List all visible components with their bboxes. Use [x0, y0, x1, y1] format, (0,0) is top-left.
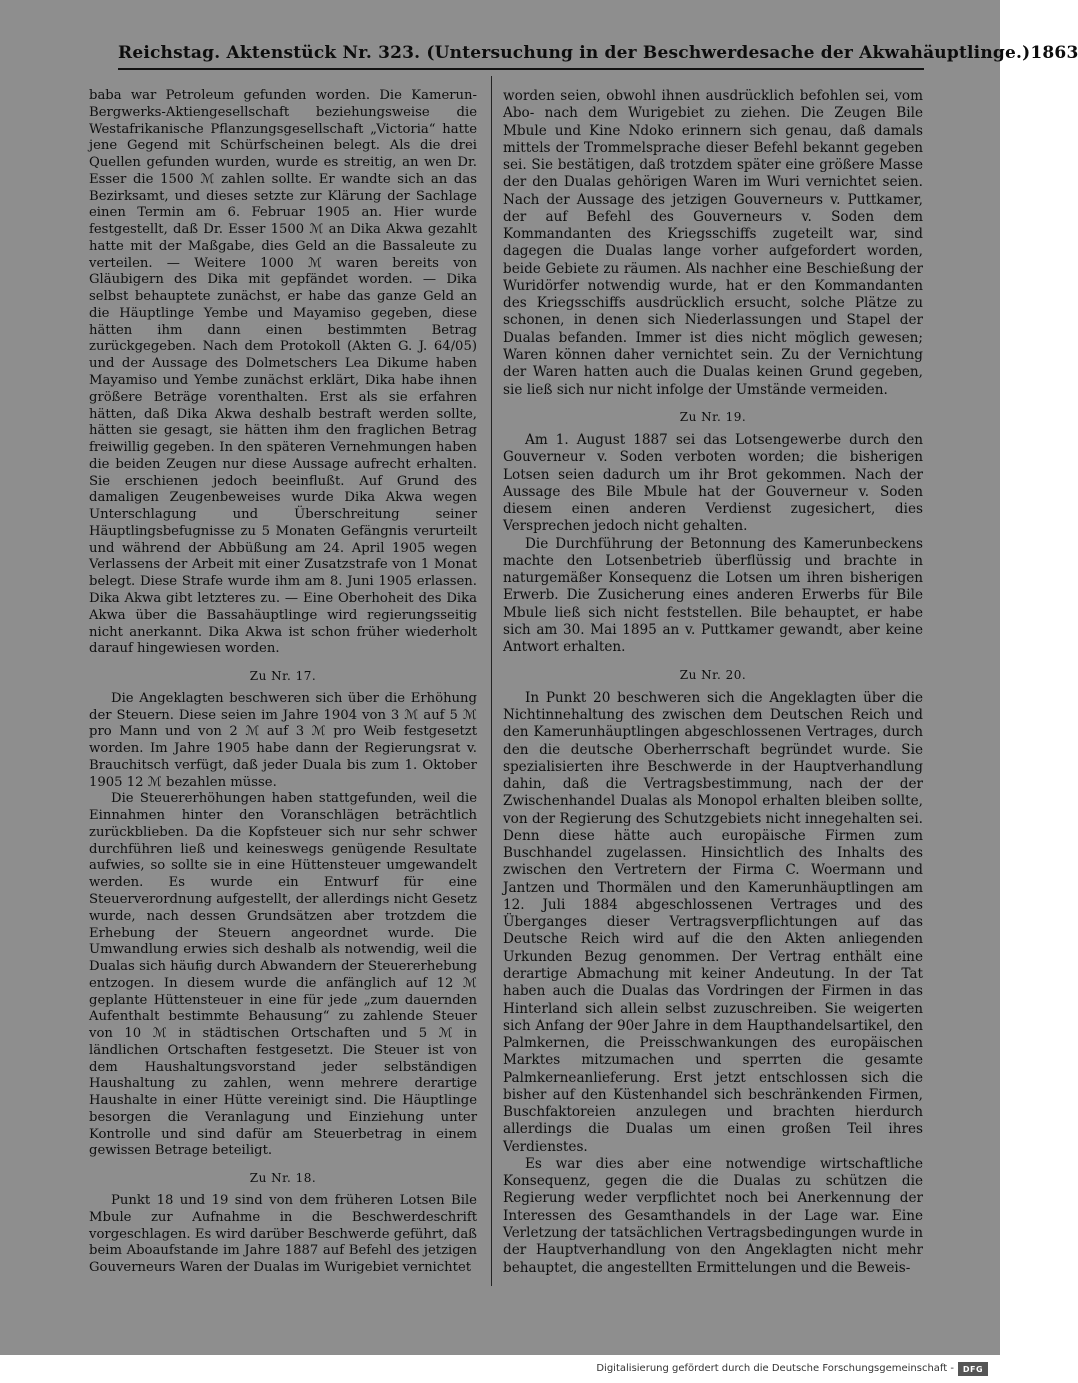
- paragraph: Die Durchführung der Betonnung des Kamerunbeckens machte den Lotsenbetrieb überflüssig und brachte in naturgemäßer Konsequenz die Lotsen um ihren bisherigen Erwerb. Die Zusicherung eines anderen Erwerbs für Bile Mbule ließ sich nicht feststellen. Bile behauptet, er habe sich am 30. Mai 1895 an v. Puttkamer gewandt, aber keine Antwort erhalten.: [503, 535, 923, 656]
- paragraph: baba war Petroleum gefunden worden. Die Kamerun-Bergwerks-Aktiengesellschaft beziehungsweise die Westafrikanische Pflanzungsgesellschaft „Victoria“ hatte jene Gegend mit Schürfscheinen belegt. Als die drei Quellen gefunden wurden, wurde es streitig, an wen Dr. Esser die 1500 ℳ zahlen sollte. Er wandte sich an das Bezirksamt, und dieses setzte zur Klärung der Sachlage einen Termin am 6. Februar 1905 an. Hier wurde festgestellt, daß Dr. Esser 1500 ℳ an Dika Akwa gezahlt hatte mit der Maßgabe, dies Geld an die Bassaleute zu verteilen. — Weitere 1000 ℳ waren bereits von Gläubigern des Dika mit gepfändet worden. — Dika selbst behauptete zunächst, er habe das ganze Geld an die Häuptlinge Yembe und Mayamiso gegeben, diese hätten ihm dann einen bestimmten Betrag zurückgegeben. Nach dem Protokoll (Akten G. J. 64/05) und der Aussage des Dolmetschers Lea Dikume haben Mayamiso und Yembe zunächst erklärt, Dika habe ihnen größere Beträge vorenthalten. Erst als sie erfahren hätten, daß Dika Akwa deshalb bestraft werden sollte, hätten sie gesagt, sie hätten ihm den fraglichen Betrag freiwillig gegeben. In den späteren Vernehmungen haben die beiden Zeugen nur diese Aussage aufrecht erhalten. Sie erschienen jedoch beeinflußt. Auf Grund des damaligen Zeugenbeweises wurde Dika Akwa wegen Unterschlagung und Überschreitung seiner Häuptlingsbefugnisse zu 5 Monaten Gefängnis verurteilt und während der Abbüßung am 24. April 1905 wegen Verlassens der Arbeit mit einer Zusatzstrafe von 1 Monat belegt. Diese Strafe wurde ihm am 8. Juni 1905 erlassen. Dika Akwa gibt letzteres zu. — Eine Oberhoheit des Dika Akwa über die Bassahäuptlinge wird regierungsseitig nicht anerkannt. Dika Akwa ist schon früher wiederholt darauf hingewiesen worden.: [89, 88, 477, 657]
- section-heading-18: Zu Nr. 18.: [249, 1171, 317, 1186]
- paragraph: In Punkt 20 beschweren sich die Angeklagten über die Nichtinnehaltung des zwischen dem Deutschen Reich und den Kamerunhäuptlingen abgeschlossenen Vertrages, durch den die deutsche Oberherrschaft begründet wurde. Sie spezialisierten ihre Beschwerde in der Hauptverhandlung dahin, daß die Vertragsbestimmung, nach der der Zwischenhandel Dualas als Monopol erhalten bleiben sollte, von der Regierung des Schutzgebiets nicht innegehalten sei. Denn diese hätte auch europäische Firmen zum Buschhandel zugelassen. Hinsichtlich des Inhalts des zwischen den Vertretern der Firma C. Woermann und Jantzen und Thormälen und den Kamerunhäuptlingen am 12. Juli 1884 abgeschlossenen Vertrages und des Überganges dieser Vertragsverpflichtungen auf das Deutsche Reich wird auf die den Akten anliegenden Urkunden Bezug genommen. Der Vertrag enthält eine derartige Abmachung mit keiner Andeutung. In der Tat haben auch die Dualas das Vordringen der Firmen in das Hinterland sich allein selbst zuzuschreiben. Sie weigerten sich Anfang der 90er Jahre in dem Haupthandelsartikel, den Palmkernen, die Preisschwankungen des europäischen Marktes mitzumachen und sperrten die gesamte Palmkerneanlieferung. Erst jetzt entschlossen sich die bisher auf den Küstenhandel sich beschränkenden Firmen, Buschfaktoreien anzulegen und brachten hierdurch allerdings die Dualas um einen großen Teil ihres Verdienstes.: [503, 689, 923, 1155]
- paragraph: Am 1. August 1887 sei das Lotsengewerbe durch den Gouverneur v. Soden verboten worden; die bisherigen Lotsen seien dadurch um ihr Brot gekommen. Nach der Aussage des Bile Mbule hat der Gouverneur v. Soden diesem einen anderen Verdienst zugesichert, dies Versprechen jedoch nicht gehalten.: [503, 432, 923, 535]
- footer: [0, 1355, 1000, 1383]
- dfg-logo-icon: DFG: [958, 1362, 988, 1376]
- paragraph: Die Angeklagten beschweren sich über die Erhöhung der Steuern. Diese seien im Jahre 1904 von 3 ℳ auf 5 ℳ pro Mann und von 2 ℳ auf 3 ℳ pro Weib festgesetzt worden. Im Jahre 1905 habe dann der Regierungsrat v. Brauchitsch verfügt, daß jeder Duala bis zum 1. Oktober 1905 12 ℳ bezahlen müsse.: [89, 690, 477, 790]
- section-heading-17: Zu Nr. 17.: [249, 669, 317, 684]
- funding-credit: Digitalisierung gefördert durch die Deutsche Forschungsgemeinschaft -: [596, 1363, 954, 1374]
- paragraph: Die Steuererhöhungen haben stattgefunden, weil die Einnahmen hinter den Voranschlägen beträchtlich zurückblieben. Da die Kopfsteuer sich nur sehr schwer durchführen ließ und keineswegs genügende Resultate aufwies, so sollte sie in eine Hüttensteuer umgewandelt werden. Es wurde ein Entwurf für eine Steuerverordnung aufgestellt, der allerdings nicht Gesetz wurde, nach dessen Grundsätzen aber trotzdem die Erhebung der Steuern angeordnet wurde. Die Umwandlung erwies sich deshalb als notwendig, weil die Dualas sich häufig durch Abwandern der Steuererhebung entzogen. In diesem wurde die anfänglich auf 12 ℳ geplante Hüttensteuer in eine für jede „zum dauernden Aufenthalt bestimmte Behausung“ zu zahlende Steuer von 10 ℳ in städtischen Ortschaften und 5 ℳ in ländlichen Ortschaften festgesetzt. Die Steuer ist von dem Haushaltungsvorstand jeder selbständigen Haushaltung zu zahlen, wenn mehrere derartige Haushalte in einer Hütte vereinigt sind. Die Häuptlinge besorgen die Veranlagung und Einziehung unter Kontrolle und sind dafür am Steuerbetrag in einem gewissen Betrage beteiligt.: [89, 791, 477, 1159]
- running-title: Reichstag. Aktenstück Nr. 323. (Untersuchung in der Beschwerdesache der Akwahäuptlinge.): [118, 43, 1031, 63]
- page-header: [118, 38, 1078, 70]
- right-column: [503, 88, 923, 1277]
- section-heading-20: Zu Nr. 20.: [679, 667, 747, 682]
- left-column: [89, 88, 477, 1277]
- page-number: 1863: [1030, 43, 1078, 63]
- paragraph: worden seien, obwohl ihnen ausdrücklich befohlen sei, vom Abo- nach dem Wurigebiet zu ziehen. Die Zeugen Bile Mbule und Kine Ndoko erinnern sich genau, daß damals mittels der Trommelsprache dieser Befehl bekannt gegeben sei. Sie bestätigen, daß trotzdem später eine größere Masse der den Dualas gehörigen Waren im Wuri vernichtet seien. Nach der Aussage des jetzigen Gouverneurs v. Puttkamer, der auf Befehl des Gouverneurs v. Soden dem Kommandanten des Kriegsschiffs zugeteilt war, sind dagegen die Dualas lange vorher aufgefordert worden, beide Gebiete zu räumen. Als nachher eine Beschießung der Wuridörfer notwendig wurde, hat er den Kommandanten des Kriegsschiffs ausdrücklich ersucht, solche Plätze zu schonen, in denen sich Niederlassungen und Stapel der Dualas befanden. Immer ist dies nicht möglich gewesen; Waren können daher vernichtet sein. Zu der Vernichtung der Waren hatten auch die Dualas keinen Grund gegeben, sie ließ sich nur nicht infolge der Umstände vermeiden.: [503, 88, 923, 398]
- column-divider: [491, 76, 492, 1286]
- paragraph: Es war dies aber eine notwendige wirtschaftliche Konsequenz, gegen die die Dualas zu schützen die Regierung weder verpflichtet noch bei Anerkennung der Interessen des Gesamthandels in der Lage war. Eine Verletzung der tatsächlichen Vertragsbedingungen wurde in der Hauptverhandlung von den Angeklagten nicht mehr behauptet, die angestellten Ermittelungen und die Beweis-: [503, 1155, 923, 1276]
- section-heading-19: Zu Nr. 19.: [679, 409, 747, 424]
- paragraph: Punkt 18 und 19 sind von dem früheren Lotsen Bile Mbule zur Aufnahme in die Beschwerdeschrift vorgeschlagen. Es wird darüber Beschwerde geführt, daß beim Aboaufstande im Jahre 1887 auf Befehl des jetzigen Gouverneurs Waren der Dualas im Wurigebiet vernichtet: [89, 1193, 477, 1276]
